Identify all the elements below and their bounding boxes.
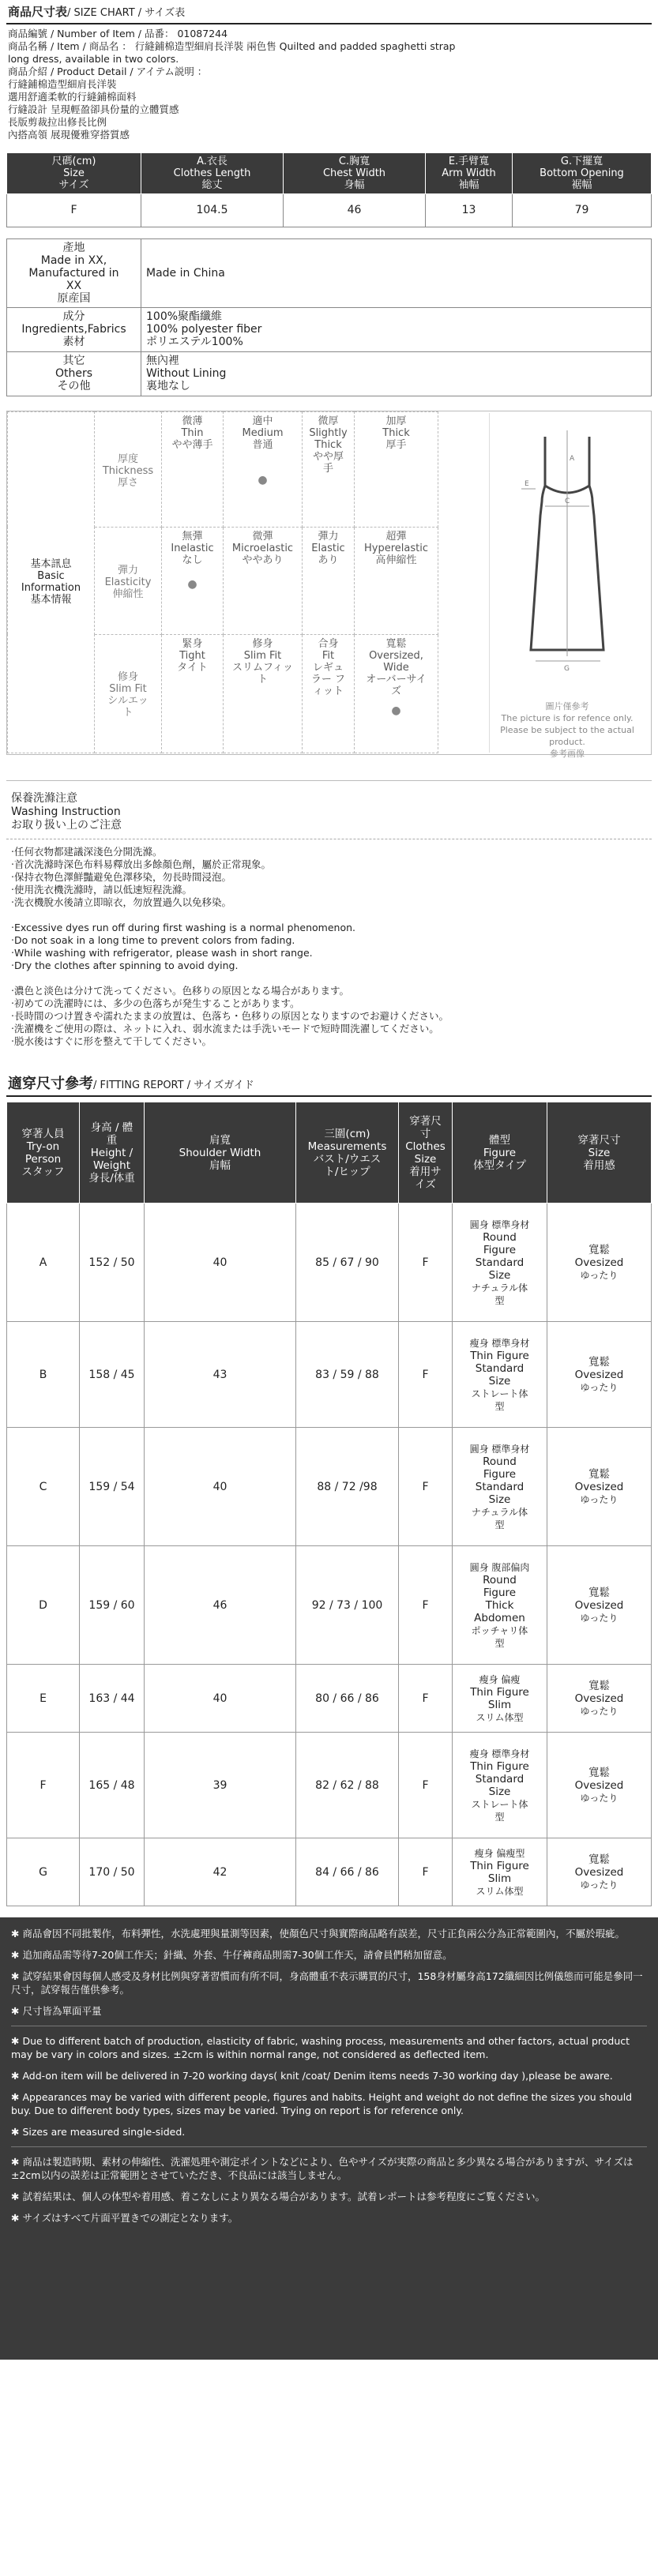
origin-value: Made in China xyxy=(141,238,652,307)
length-header: A.衣長 Clothes Length 総丈 xyxy=(141,152,284,193)
height-weight-cell: 170 / 50 xyxy=(80,1838,145,1906)
clothes-size-cell: F xyxy=(399,1838,453,1906)
dress-diagram xyxy=(489,413,644,759)
elasticity-inelastic: 無彈 Inelastic なし ● xyxy=(162,527,224,634)
figure-cell: 瘦身 偏瘦型 Thin Figure Slim スリム体型 xyxy=(453,1838,547,1906)
washing-text: ‧任何衣物都建議深淺色分開洗滌。 ‧首次洗滌時深色布料易釋放出多餘顏色劑，屬於正常現象。 ‧保持衣物色澤鮮豔避免色澤移染，勿長時間浸泡。 ‧使用洗衣機洗滌時，請以低速短程洗滌。 ‧洗衣機脫水後請立即晾衣，勿放置過久以免移染。 ‧Excessive dyes run off during first washing is a normal phenomenon. ‧Do not soak in a long time to prevent colors from fading. ‧While washing with refrigerator, please wash in short range. ‧Dry the clothes after spinning to avoid dying. ‧濃色と淡色は分けて洗ってください。色移りの原因となる場合があります。 ‧初めての洗濯時には、多少の色落ちが発生することがあります。 ‧長時間のつけ置きや濡れたままの放置は、色落ち・色移りの原因となりますのでお避けください。 ‧洗濯機をご使用の際は、ネットに入れ、弱水流または手洗いモードで短時間洗濯してください。 ‧脱水後はすぐに形を整えて干してください。 xyxy=(6,839,652,1054)
shoulder-header: 肩寬 Shoulder Width 肩幅 xyxy=(145,1102,296,1204)
person-cell: B xyxy=(7,1322,80,1428)
dress-outline-icon xyxy=(490,413,645,697)
height-weight-cell: 159 / 60 xyxy=(80,1546,145,1665)
measurements-cell: 80 / 66 / 86 xyxy=(296,1665,399,1733)
origin-row xyxy=(7,238,652,307)
clothes-size-cell: F xyxy=(399,1733,453,1838)
thickness-thin: 微薄 Thin やや薄手 xyxy=(162,411,224,527)
others-row xyxy=(7,351,652,396)
figure-cell: 圓身 標準身材 Round Figure Standard Size ナチュラル体 型 xyxy=(453,1428,547,1546)
person-cell: A xyxy=(7,1204,80,1322)
size-table xyxy=(6,152,652,227)
person-cell: C xyxy=(7,1428,80,1546)
header-section xyxy=(0,0,658,141)
others-label: 其它 Others その他 xyxy=(7,351,141,396)
fit-label: 修身 Slim Fit シルエッ ト xyxy=(95,634,162,753)
measurements-cell: 84 / 66 / 86 xyxy=(296,1838,399,1906)
arm-header: E.手臂寬 Arm Width 袖幅 xyxy=(426,152,513,193)
table-row xyxy=(7,1322,652,1428)
fit-tight: 緊身 Tight タイト xyxy=(162,634,224,753)
chest-header: C.胸寬 Chest Width 身幅 xyxy=(284,152,426,193)
selected-dot: ● xyxy=(258,473,268,486)
chest-cell: 46 xyxy=(284,193,426,227)
divider xyxy=(6,1095,652,1097)
thickness-medium: 適中 Medium 普通 ● xyxy=(224,411,303,527)
shoulder-cell: 43 xyxy=(145,1322,296,1428)
fit-regular: 合身 Fit レギュ ラー フ ィット xyxy=(303,634,355,753)
note-item: ✱ 追加商品需等待7-20個工作天；針織、外套、牛仔褲商品則需7-30個工作天，請會員們稍加留意。 xyxy=(11,1949,453,1962)
info-line: long dress, available in two colors. xyxy=(8,52,179,65)
info-line: 商品名稱 / Item / 商品名 ： 行縫鋪棉造型細肩長洋裝 兩色售 Quilted and padded spaghetti strap xyxy=(8,39,456,52)
height-weight-header: 身高 / 體 重 Height / Weight 身長/体重 xyxy=(80,1102,145,1204)
shoulder-cell: 46 xyxy=(145,1546,296,1665)
elasticity-hyper: 超彈 Hyperelastic 高伸縮性 xyxy=(355,527,438,634)
size-header: 尺碼(cm) Size サイズ xyxy=(7,152,141,193)
fitting-table xyxy=(6,1102,652,1906)
clothes-size-cell: F xyxy=(399,1546,453,1665)
table-row xyxy=(7,1428,652,1546)
info-line: 行縫設計 呈現輕盈卻具份量的立體質感 xyxy=(8,103,179,115)
measurements-cell: 88 / 72 /98 xyxy=(296,1428,399,1546)
material-value: 100%聚酯纖維 100% polyester fiber ポリエステル100% xyxy=(141,307,652,351)
note-item: ✱ Sizes are measured single-sided. xyxy=(11,2126,186,2139)
fit-size-header: 穿著尺寸 Size 着用感 xyxy=(547,1102,652,1204)
fit-oversized: 寬鬆 Oversized, Wide オーバーサイ ズ ● xyxy=(355,634,438,753)
label-g: G xyxy=(564,664,570,673)
height-weight-cell: 159 / 54 xyxy=(80,1428,145,1546)
height-weight-cell: 165 / 48 xyxy=(80,1733,145,1838)
thickness-label: 厚度 Thickness 厚さ xyxy=(95,411,162,527)
notes-panel xyxy=(0,1917,658,2360)
note-item: ✱ 試着結果は、個人の体型や着用感、着こなしにより異なる場合があります。試着レポートは参考程度にご覧ください。 xyxy=(11,2191,545,2203)
height-weight-cell: 163 / 44 xyxy=(80,1665,145,1733)
height-weight-cell: 158 / 45 xyxy=(80,1322,145,1428)
shoulder-cell: 39 xyxy=(145,1733,296,1838)
note-item: ✱ 尺寸皆為單面平量 xyxy=(11,2005,102,2018)
origin-label: 產地 Made in XX, Manufactured in XX 原産国 xyxy=(7,238,141,307)
info-line: 商品編號 / Number of Item / 品番： 01087244 xyxy=(8,27,228,39)
person-cell: G xyxy=(7,1838,80,1906)
table-row xyxy=(7,1204,652,1322)
arm-cell: 13 xyxy=(426,193,513,227)
info-table xyxy=(6,238,652,396)
figure-header: 體型 Figure 体型タイプ xyxy=(453,1102,547,1204)
reference-note: 圖片僅參考 The picture is for refence only. Please be subject to the actual product. 參考画像 xyxy=(500,700,634,759)
table-row xyxy=(7,1665,652,1733)
fit-size-cell: 寬鬆 Ovesized ゆったり xyxy=(547,1665,652,1733)
person-cell: F xyxy=(7,1733,80,1838)
length-cell: 104.5 xyxy=(141,193,284,227)
clothes-size-cell: F xyxy=(399,1428,453,1546)
figure-cell: 圓身 標準身材 Round Figure Standard Size ナチュラル体 型 xyxy=(453,1204,547,1322)
divider xyxy=(11,2146,647,2147)
bottom-header: G.下擺寬 Bottom Opening 裾幅 xyxy=(513,152,652,193)
measurements-cell: 92 / 73 / 100 xyxy=(296,1546,399,1665)
elasticity-micro: 微彈 Microelastic ややあり xyxy=(224,527,303,634)
fit-size-cell: 寬鬆 Ovesized ゆったり xyxy=(547,1546,652,1665)
fit-size-cell: 寬鬆 Ovesized ゆったり xyxy=(547,1322,652,1428)
selected-dot: ● xyxy=(391,704,401,717)
info-line: 選用舒適柔軟的行縫鋪棉面料 xyxy=(8,90,137,103)
washing-section xyxy=(6,780,652,1054)
height-weight-cell: 152 / 50 xyxy=(80,1204,145,1322)
size-cell: F xyxy=(7,193,141,227)
size-chart-subtitle: / SIZE CHART / サイズ表 xyxy=(67,7,186,19)
elasticity-elastic: 彈力 Elastic あり xyxy=(303,527,355,634)
clothes-size-cell: F xyxy=(399,1204,453,1322)
material-label: 成分 Ingredients,Fabrics 素材 xyxy=(7,307,141,351)
figure-cell: 圓身 腹部偏肉 Round Figure Thick Abdomen ポッチャリ体 型 xyxy=(453,1546,547,1665)
size-chart-title: 商品尺寸表 xyxy=(8,5,68,19)
figure-cell: 瘦身 偏瘦 Thin Figure Slim スリム体型 xyxy=(453,1665,547,1733)
others-value: 無內裡 Without Lining 裏地なし xyxy=(141,351,652,396)
washing-title: 保養洗滌注意 Washing Instruction お取り扱い上のご注意 xyxy=(11,791,122,832)
fit-size-cell: 寬鬆 Ovesized ゆったり xyxy=(547,1204,652,1322)
fitting-title: 適穿尺寸參考/ FITTING REPORT / サイズガイド xyxy=(8,1075,254,1092)
product-info xyxy=(0,28,658,141)
measurements-header: 三圍(cm) Measurements バスト/ウエス ト/ヒップ xyxy=(296,1102,399,1204)
fit-size-cell: 寬鬆 Ovesized ゆったり xyxy=(547,1428,652,1546)
clothes-size-cell: F xyxy=(399,1322,453,1428)
person-header: 穿著人員 Try-on Person スタッフ xyxy=(7,1102,80,1204)
fit-size-cell: 寬鬆 Ovesized ゆったり xyxy=(547,1838,652,1906)
measurements-cell: 82 / 62 / 88 xyxy=(296,1733,399,1838)
elasticity-label: 彈力 Elasticity 伸縮性 xyxy=(95,527,162,634)
table-row xyxy=(7,193,652,227)
note-item: ✱ Appearances may be varied with different people, figures and habits. Height and weight do not define the sizes you should buy. Due to different body types, sizes may be varied. Trying on report is for reference only. xyxy=(11,2091,633,2117)
attribute-panel xyxy=(6,411,652,759)
label-a: A xyxy=(570,454,575,463)
fit-slim: 修身 Slim Fit スリムフィッ ト xyxy=(224,634,303,753)
note-item: ✱ Add-on item will be delivered in 7-20 working days( knit /coat/ Denim items needs 7-30 working day ),please be aware. xyxy=(11,2070,613,2082)
shoulder-cell: 42 xyxy=(145,1838,296,1906)
person-cell: E xyxy=(7,1665,80,1733)
attribute-table xyxy=(7,411,438,753)
selected-dot: ● xyxy=(187,577,197,591)
shoulder-cell: 40 xyxy=(145,1204,296,1322)
label-e: E xyxy=(525,479,529,488)
info-line: 內搭高領 展現優雅穿搭質感 xyxy=(8,128,130,141)
table-row xyxy=(7,1546,652,1665)
fit-size-cell: 寬鬆 Ovesized ゆったり xyxy=(547,1733,652,1838)
note-item: ✱ 商品會因不同批製作，布料彈性，水洗處理與量測等因素，使顏色尺寸與實際商品略有誤差，尺寸正負兩公分為正常範圍內，不屬於瑕疵。 xyxy=(11,1928,625,1940)
table-row xyxy=(7,1838,652,1906)
bottom-cell: 79 xyxy=(513,193,652,227)
divider xyxy=(6,23,652,24)
measurements-cell: 85 / 67 / 90 xyxy=(296,1204,399,1322)
note-item: ✱ 商品は製造時期、素材の伸縮性、洗濯処理や測定ポイントなどにより、色やサイズが実際の商品と多少異なる場合がありますが、サイズは±2cm以内の誤差は正常範囲とさせていただき、不良品には該当しません。 xyxy=(11,2156,634,2182)
person-cell: D xyxy=(7,1546,80,1665)
clothes-size-header: 穿著尺 寸 Clothes Size 着用サ イズ xyxy=(399,1102,453,1204)
figure-cell: 瘦身 標準身材 Thin Figure Standard Size ストレート体 型 xyxy=(453,1733,547,1838)
note-item: ✱ サイズはすべて片面平置きでの測定となります。 xyxy=(11,2212,239,2225)
shoulder-cell: 40 xyxy=(145,1428,296,1546)
note-item: ✱ 試穿結果會因每個人感受及身材比例與穿著習慣而有所不同，身高體重不表示購買的尺寸，158身材屬身高172纖細因比例儀態而可能是參同一尺寸，試穿報告僅供參考。 xyxy=(11,1970,643,1996)
label-c: C xyxy=(565,497,570,505)
clothes-size-cell: F xyxy=(399,1665,453,1733)
info-line: 長版剪裁拉出修長比例 xyxy=(8,115,107,128)
info-line: 商品介紹 / Product Detail / アイテム説明 ： xyxy=(8,65,208,77)
note-item: ✱ Due to different batch of production, elasticity of fabric, washing process, measurements and other factors, actual product may be vary in colors and sizes. ±2cm is within normal range, not considered as deflected item. xyxy=(11,2035,630,2061)
material-row xyxy=(7,307,652,351)
basic-info-label: 基本訊息 Basic Information 基本情報 xyxy=(8,411,95,753)
measurements-cell: 83 / 59 / 88 xyxy=(296,1322,399,1428)
shoulder-cell: 40 xyxy=(145,1665,296,1733)
table-row xyxy=(7,1733,652,1838)
thickness-slightly-thick: 微厚 Slightly Thick やや厚 手 xyxy=(303,411,355,527)
info-line: 行縫鋪棉造型細肩長洋裝 xyxy=(8,77,117,90)
thickness-thick: 加厚 Thick 厚手 xyxy=(355,411,438,527)
figure-cell: 瘦身 標準身材 Thin Figure Standard Size ストレート体 型 xyxy=(453,1322,547,1428)
